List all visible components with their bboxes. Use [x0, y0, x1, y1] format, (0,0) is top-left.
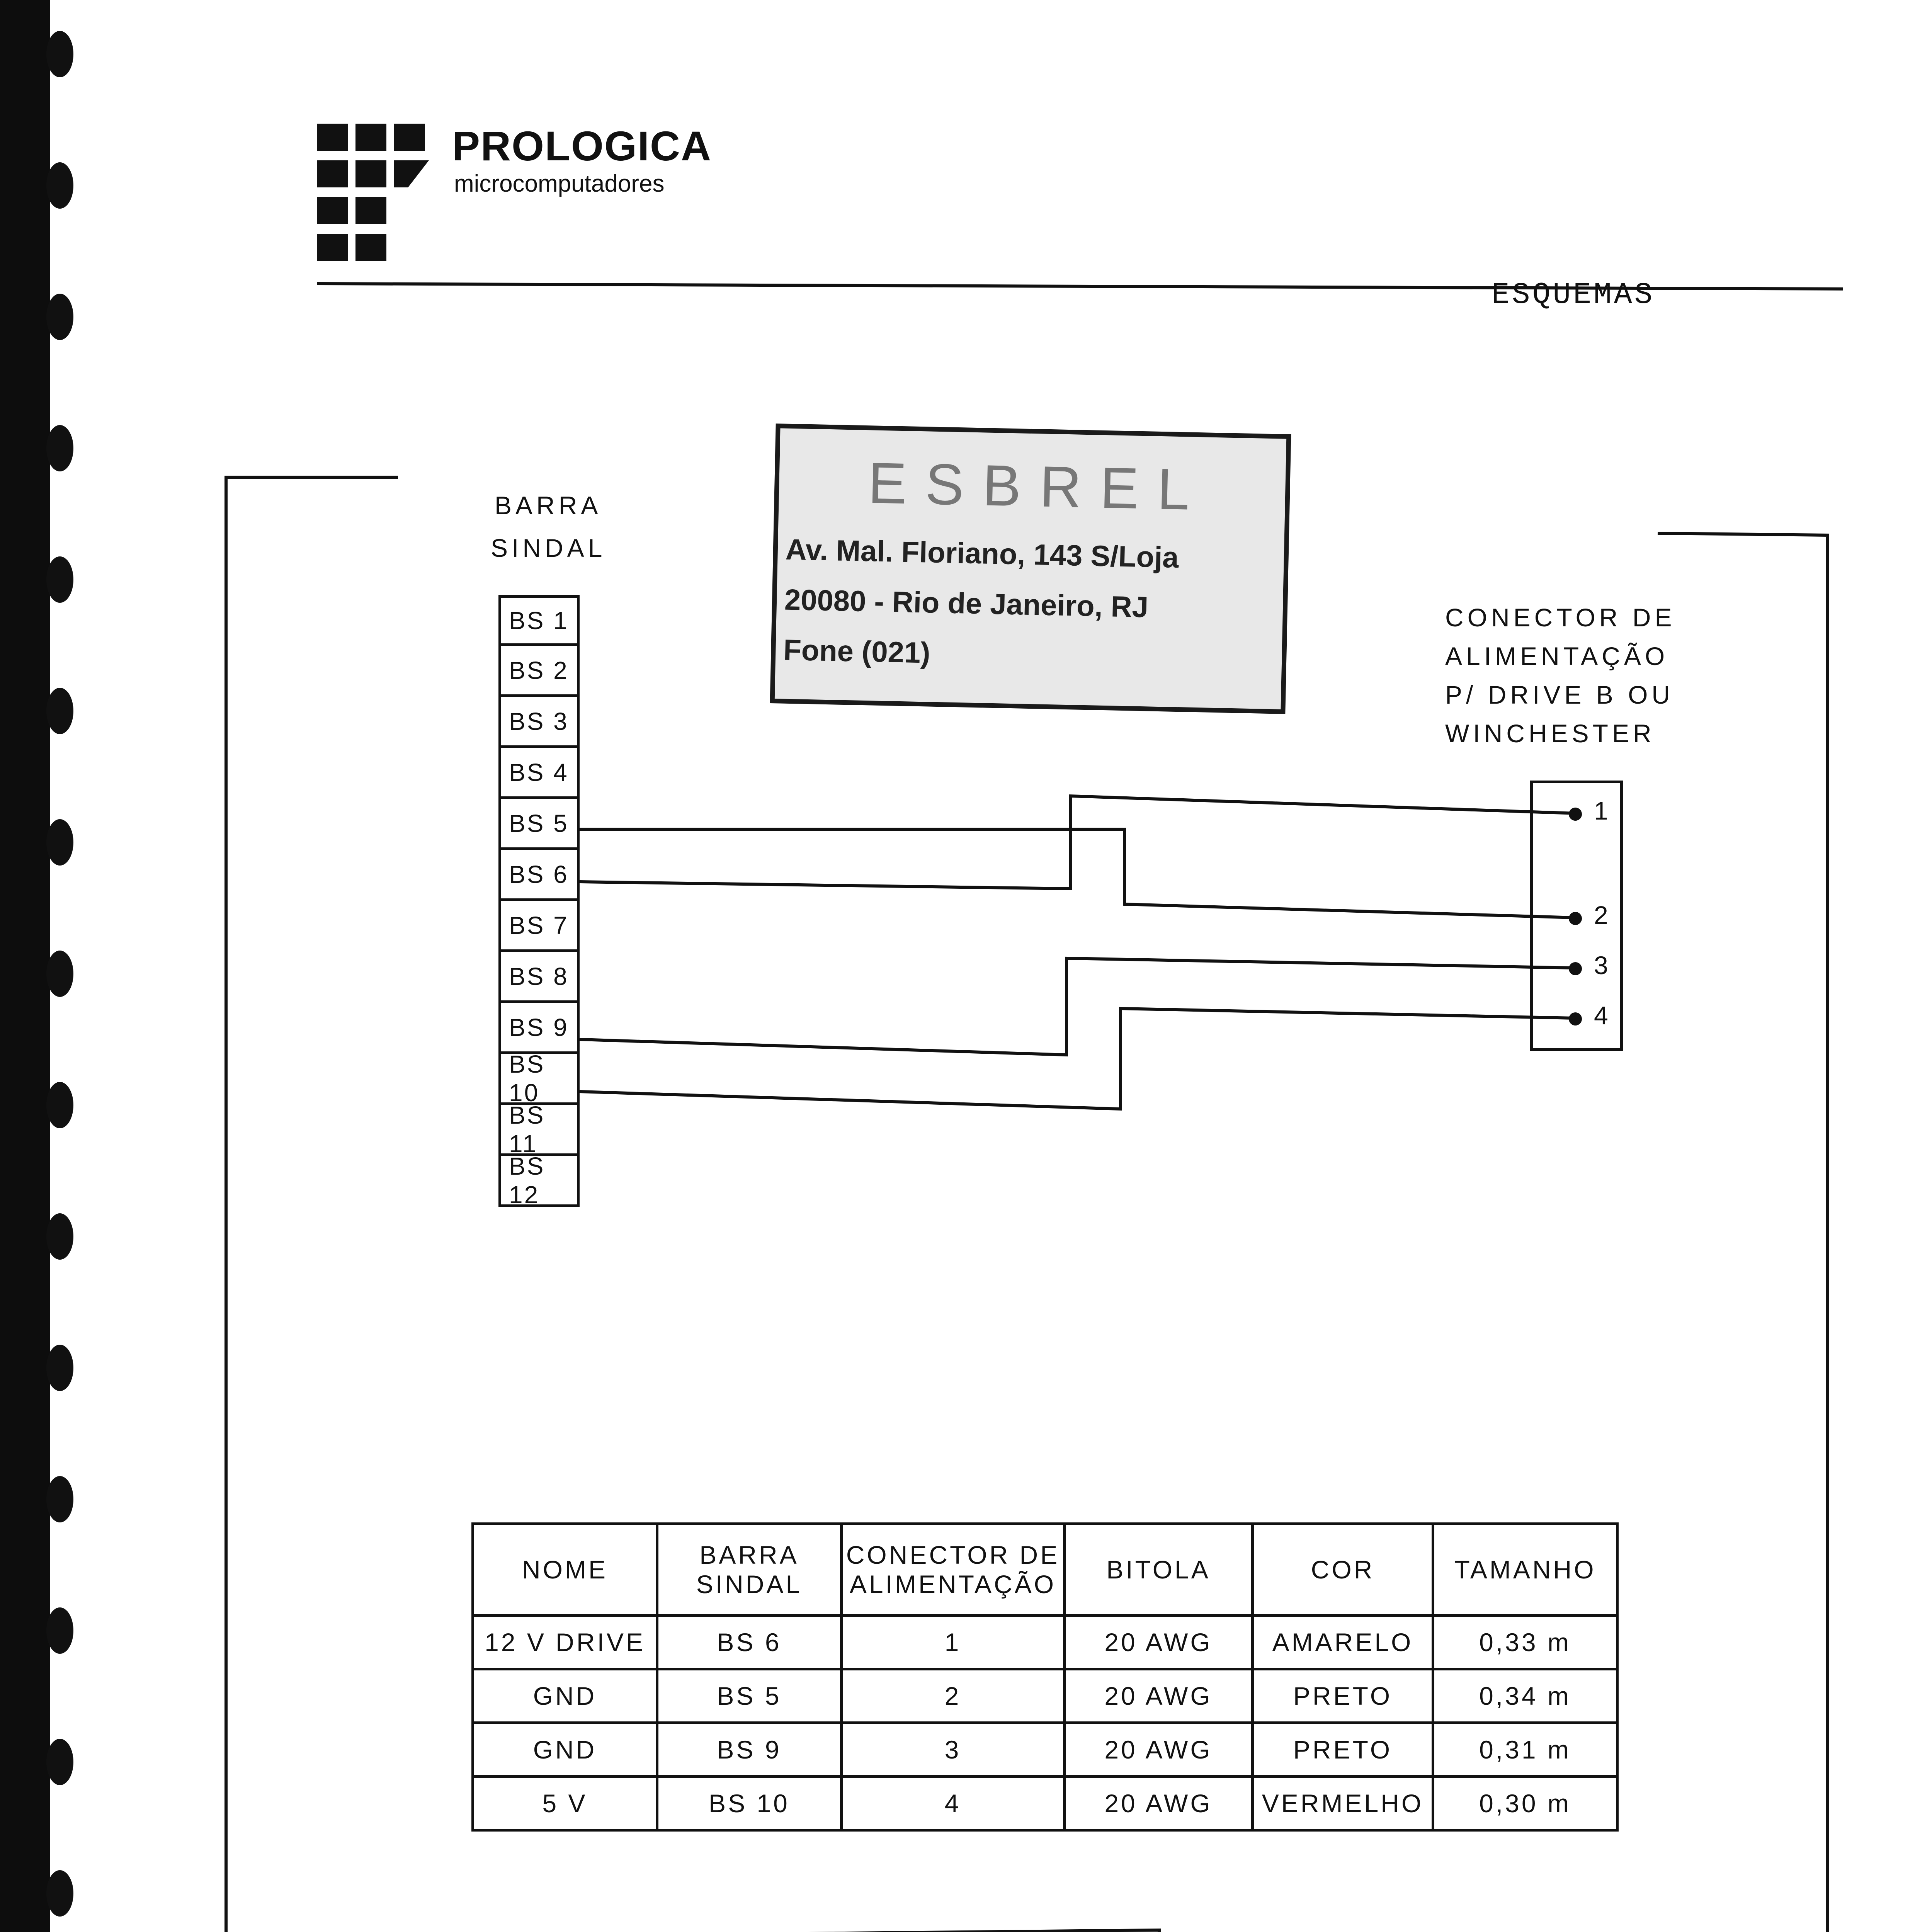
pin-label: 4: [1594, 1001, 1608, 1030]
pin-label: 2: [1594, 901, 1608, 929]
bs-terminal: BS 1: [498, 595, 580, 646]
cell: 0,30 m: [1433, 1777, 1617, 1830]
connector-label-line1: CONECTOR DE: [1445, 603, 1676, 632]
sindal-label: SINDAL: [491, 534, 606, 562]
cell: 5 V: [473, 1777, 657, 1830]
bs-terminal: BS 11: [498, 1105, 580, 1156]
cell: 0,34 m: [1433, 1669, 1617, 1723]
bs-terminal: BS 9: [498, 1003, 580, 1054]
header-cor: COR: [1253, 1524, 1433, 1616]
header-barra-sindal: BARRA SINDAL: [657, 1524, 842, 1616]
cell: 1: [842, 1616, 1065, 1669]
section-title: ESQUEMAS: [1492, 278, 1655, 312]
cell: BS 10: [657, 1777, 842, 1830]
bs-terminal: BS 5: [498, 799, 580, 850]
cell: 20 AWG: [1065, 1669, 1253, 1723]
cell: 0,31 m: [1433, 1723, 1617, 1777]
cell: VERMELHO: [1253, 1777, 1433, 1830]
brand-name: PROLOGICA: [452, 122, 712, 169]
pin-label: 1: [1594, 796, 1608, 825]
bs-terminal: BS 7: [498, 901, 580, 952]
stamp-title: ESBREL: [867, 450, 1209, 522]
connector-label-line4: WINCHESTER: [1445, 719, 1655, 748]
cell: GND: [473, 1669, 657, 1723]
connector-label-line2: ALIMENTAÇÃO: [1445, 642, 1669, 670]
cell: 4: [842, 1777, 1065, 1830]
cell: PRETO: [1253, 1723, 1433, 1777]
pin-label: 3: [1594, 951, 1608, 980]
cell: PRETO: [1253, 1669, 1433, 1723]
stamp-city: 20080 - Rio de Janeiro, RJ: [784, 583, 1149, 624]
cell: BS 5: [657, 1669, 842, 1723]
header-bitola: BITOLA: [1065, 1524, 1253, 1616]
bs-terminal: BS 10: [498, 1054, 580, 1105]
cell: 0,33 m: [1433, 1616, 1617, 1669]
bs-terminal: BS 2: [498, 646, 580, 697]
header-tamanho: TAMANHO: [1433, 1524, 1617, 1616]
stamp-phone: Fone (021): [783, 633, 931, 670]
brand-subtitle: microcomputadores: [454, 170, 665, 197]
cell: 12 V DRIVE: [473, 1616, 657, 1669]
cell: BS 6: [657, 1616, 842, 1669]
bs-terminal: BS 6: [498, 850, 580, 901]
bs-terminal: BS 4: [498, 748, 580, 799]
bs-terminal: BS 3: [498, 697, 580, 748]
bs-terminal: BS 12: [498, 1156, 580, 1207]
cell: GND: [473, 1723, 657, 1777]
barra-label: BARRA: [495, 491, 602, 520]
connector-label-line3: P/ DRIVE B OU: [1445, 680, 1674, 709]
cell: 2: [842, 1669, 1065, 1723]
cell: 20 AWG: [1065, 1616, 1253, 1669]
cell: 20 AWG: [1065, 1777, 1253, 1830]
cell: AMARELO: [1253, 1616, 1433, 1669]
stamp-address: Av. Mal. Floriano, 143 S/Loja: [785, 533, 1179, 575]
cell: 3: [842, 1723, 1065, 1777]
cell: 20 AWG: [1065, 1723, 1253, 1777]
header-nome: NOME: [473, 1524, 657, 1616]
cell: BS 9: [657, 1723, 842, 1777]
header-conector: CONECTOR DE ALIMENTAÇÃO: [842, 1524, 1065, 1616]
bs-terminal: BS 8: [498, 952, 580, 1003]
